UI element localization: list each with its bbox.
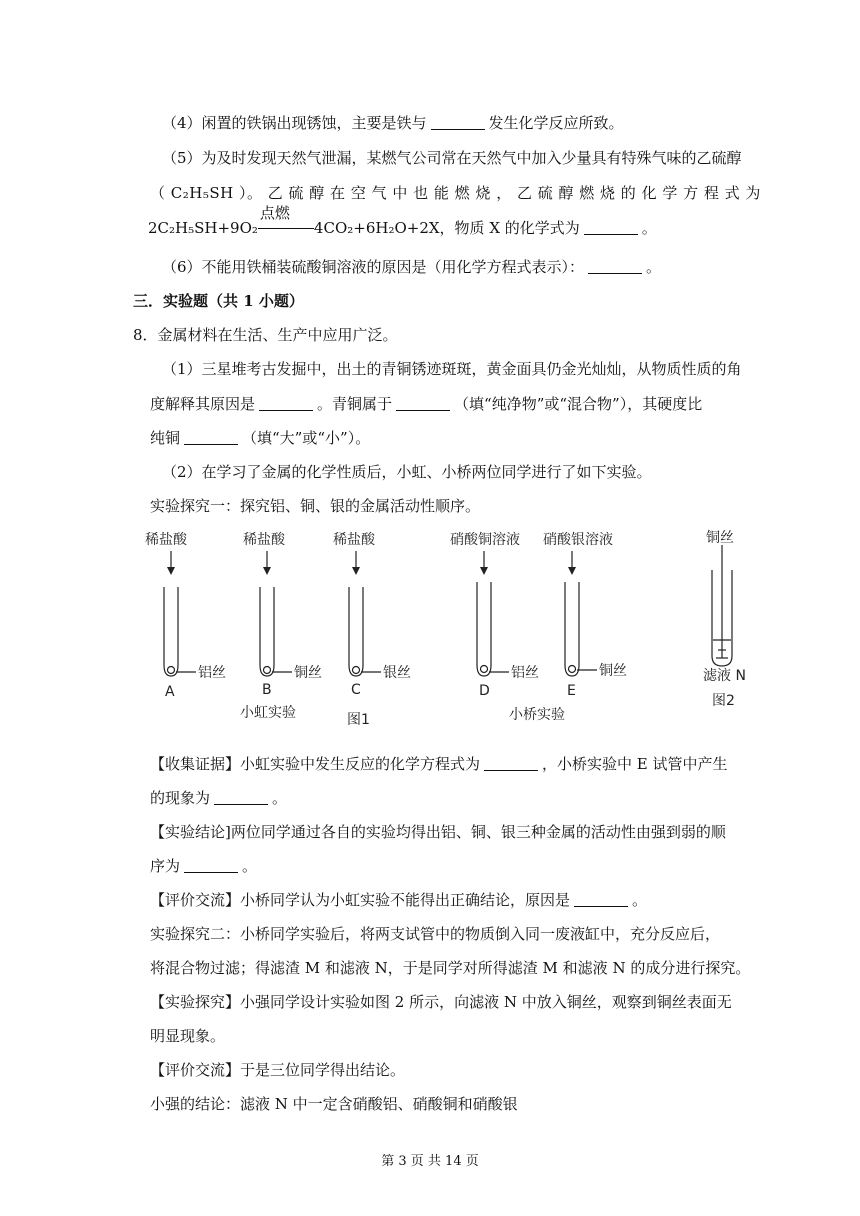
text: （4）闲置的铁锅出现锈蚀，主要是铁与 xyxy=(162,114,427,132)
tube-a-letter: A xyxy=(165,684,175,700)
answer-blank[interactable] xyxy=(584,220,638,235)
xiaoqiang-conclusion: 小强的结论：滤液 N 中一定含硝酸铝、硝酸铜和硝酸银 xyxy=(150,1095,518,1113)
q7-part5-line2: （ C₂H₅SH ）。 乙 硫 醇 在 空 气 中 也 能 燃 烧 ， 乙 硫 醇 燃 烧 的 化 学 方 程 式 为 xyxy=(150,184,761,202)
fig2-label: 图2 xyxy=(712,693,735,709)
test-tube-e xyxy=(565,551,597,676)
q7-part4 xyxy=(162,113,624,133)
answer-blank[interactable] xyxy=(484,756,538,771)
text: （填“纯净物”或“混合物”），其硬度比 xyxy=(454,395,703,413)
answer-blank[interactable] xyxy=(574,892,628,907)
equation-line xyxy=(258,228,314,229)
tube-b-top-label: 稀盐酸 xyxy=(243,532,285,548)
text: 。 xyxy=(242,857,258,875)
group2-label: 小桥实验 xyxy=(509,707,565,723)
section-title: 三．实验题（共 1 小题） xyxy=(133,292,304,310)
explore1-title: 实验探究一：探究铝、铜、银的金属活动性顺序。 xyxy=(150,497,481,515)
equation-reactants: 2C₂H₅SH+9O₂ xyxy=(148,219,258,237)
text: 。青铜属于 xyxy=(317,395,393,413)
equation-products: 4CO₂+6H₂O+2X，物质 X 的化学式为 xyxy=(313,219,580,237)
q8-part1-line1: （1）三星堆考古发掘中，出土的青铜锈迹斑斑，黄金面具仍金光灿灿，从物质性质的角 xyxy=(162,360,742,378)
answer-blank[interactable] xyxy=(431,115,485,130)
reaction-condition xyxy=(258,204,314,238)
tube-e-top-label: 硝酸银溶液 xyxy=(543,532,613,548)
q8-stem: 8．金属材料在生活、生产中应用广泛。 xyxy=(133,326,398,344)
text: 【评价交流】小桥同学认为小虹实验不能得出正确结论，原因是 xyxy=(150,891,571,909)
tube-a-side-label: 铝丝 xyxy=(198,665,226,681)
q7-equation xyxy=(148,204,657,238)
answer-blank[interactable] xyxy=(259,396,313,411)
text: 纯铜 xyxy=(150,429,181,447)
q7-part6 xyxy=(162,257,661,277)
q8-part1-line3 xyxy=(150,428,370,448)
conclusion-line2 xyxy=(150,856,257,876)
tube-c-side-label: 银丝 xyxy=(383,665,411,681)
q8-part2: （2）在学习了金属的化学性质后，小虹、小桥两位同学进行了如下实验。 xyxy=(162,463,652,481)
tube-e-side-label: 铜丝 xyxy=(599,663,627,679)
group1-label: 小虹实验 xyxy=(240,705,296,721)
explore2-line1: 实验探究二：小桥同学实验后，将两支试管中的物质倒入同一废液缸中，充分反应后， xyxy=(150,925,721,943)
evaluation2: 【评价交流】于是三位同学得出结论。 xyxy=(150,1061,406,1079)
test-tube-a xyxy=(164,551,196,676)
q7-part5-line1: （5）为及时发现天然气泄漏，某燃气公司常在天然气中加入少量具有特殊气味的乙硫醇 xyxy=(162,149,742,167)
evidence-line2 xyxy=(150,788,287,808)
tube-c-top-label: 稀盐酸 xyxy=(333,532,375,548)
text: ，小桥实验中 E 试管中产生 xyxy=(542,755,728,773)
tube-b-side-label: 铜丝 xyxy=(294,665,322,681)
conclusion-line1: 【实验结论]两位同学通过各自的实验均得出铝、铜、银三种金属的活动性由强到弱的顺 xyxy=(150,823,726,841)
text: （6）不能用铁桶装硫酸铜溶液的原因是（用化学方程式表示）： xyxy=(162,258,585,276)
explore2-line2: 将混合物过滤；得滤渣 M 和滤液 N，于是同学对所得滤渣 M 和滤液 N 的成分进行探究。 xyxy=(150,959,751,977)
text: 序为 xyxy=(150,857,181,875)
test-tube-b xyxy=(260,551,292,676)
tube-a-top-label: 稀盐酸 xyxy=(145,532,187,548)
tube-e-letter: E xyxy=(567,683,576,699)
evaluation1 xyxy=(150,890,647,910)
text: （填“大”或“小”）。 xyxy=(242,429,371,447)
tube-c-letter: C xyxy=(351,682,361,698)
tube-b-letter: B xyxy=(262,682,272,698)
tube-d-top-label: 硝酸铜溶液 xyxy=(450,532,520,548)
text: 。 xyxy=(646,258,662,276)
evidence-line1 xyxy=(150,754,728,774)
condition-text: 点燃 xyxy=(259,204,290,222)
experiment-figure xyxy=(0,520,860,740)
fig2-top-label: 铜丝 xyxy=(706,530,734,546)
answer-blank[interactable] xyxy=(588,259,642,274)
text: 【收集证据】小虹实验中发生反应的化学方程式为 xyxy=(150,755,481,773)
answer-blank[interactable] xyxy=(214,790,268,805)
text: 。 xyxy=(641,219,657,237)
explore3-line1: 【实验探究】小强同学设计实验如图 2 所示，向滤液 N 中放入铜丝，观察到铜丝表面无 xyxy=(150,993,732,1011)
text: 发生化学反应所致。 xyxy=(488,114,624,132)
tube-d-letter: D xyxy=(479,683,490,699)
test-tube-fig2 xyxy=(712,545,732,666)
page-footer: 第 3 页 共 14 页 xyxy=(381,1154,479,1169)
test-tube-d xyxy=(477,551,509,676)
text: 的现象为 xyxy=(150,789,211,807)
fig1-label: 图1 xyxy=(347,712,370,728)
text: 度解释其原因是 xyxy=(150,395,256,413)
explore3-line2: 明显现象。 xyxy=(150,1027,226,1045)
answer-blank[interactable] xyxy=(184,430,238,445)
answer-blank[interactable] xyxy=(184,858,238,873)
fig2-bottom-label: 滤液 N xyxy=(703,668,746,684)
tube-d-side-label: 铝丝 xyxy=(511,665,539,681)
answer-blank[interactable] xyxy=(396,396,450,411)
test-tube-c xyxy=(349,551,381,676)
text: 。 xyxy=(632,891,648,909)
q8-part1-line2 xyxy=(150,394,702,414)
text: 。 xyxy=(272,789,288,807)
